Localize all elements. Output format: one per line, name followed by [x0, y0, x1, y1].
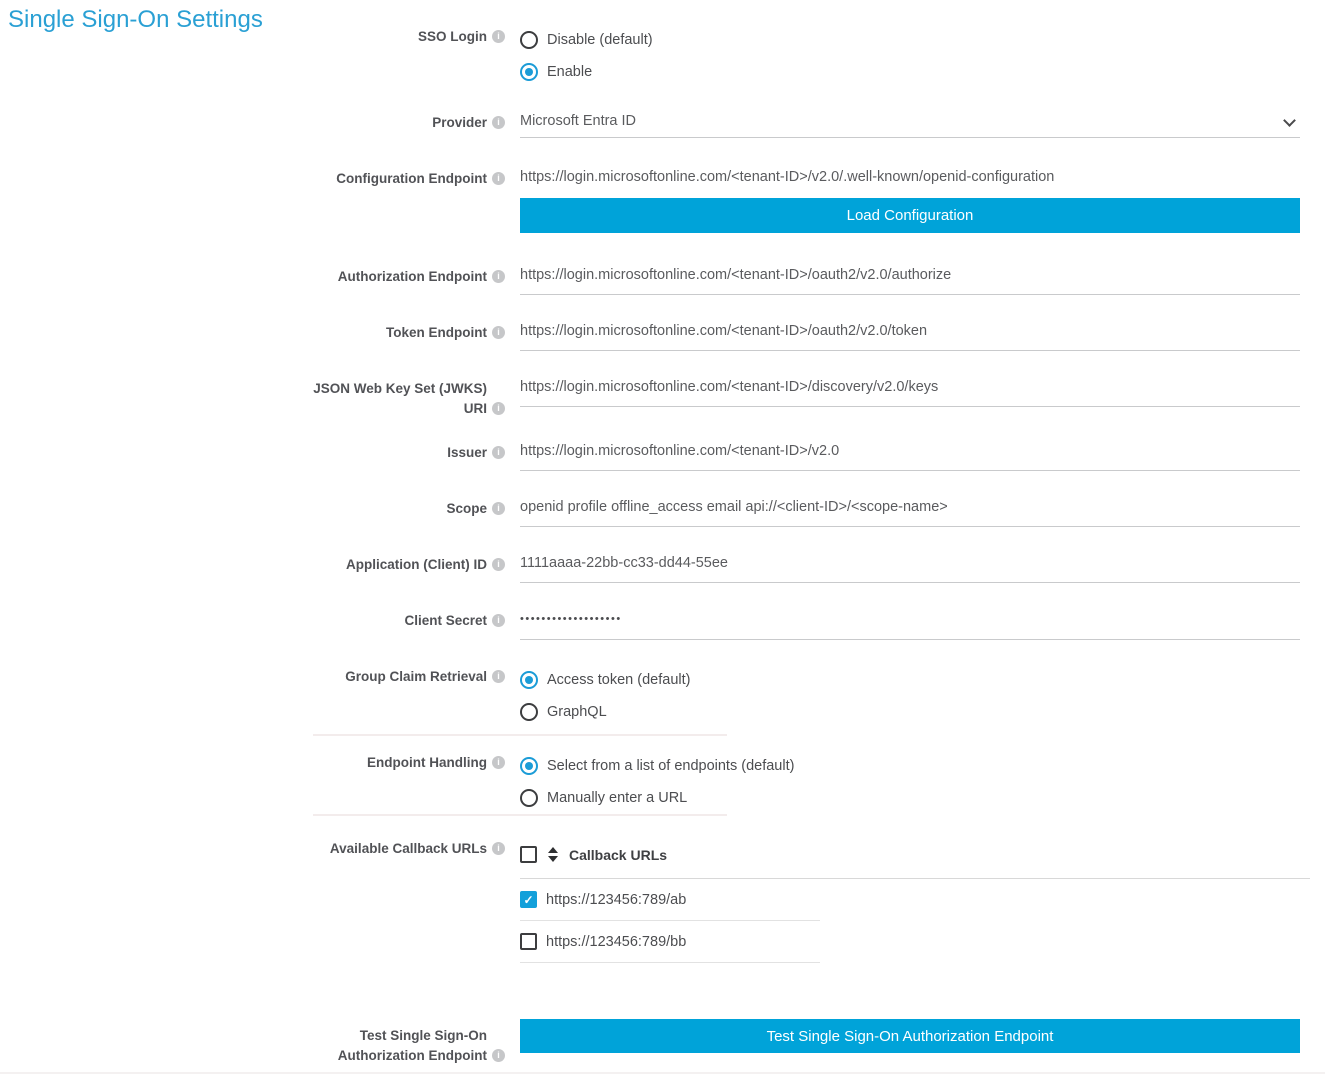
- issuer-control: [520, 440, 1300, 471]
- page-title: Single Sign-On Settings: [8, 6, 263, 33]
- sort-down-arrow: [548, 856, 558, 862]
- scope-control: [520, 496, 1300, 527]
- application-client-id-label: Application (Client) ID i: [0, 555, 505, 575]
- sso-login-radio-group: [520, 24, 1300, 88]
- configuration-endpoint-control: [520, 166, 1300, 233]
- info-icon[interactable]: i: [492, 756, 505, 769]
- load-configuration-button[interactable]: Load Configuration: [520, 198, 1300, 233]
- info-icon[interactable]: i: [492, 502, 505, 515]
- group-claim-retrieval-label: Group Claim Retrieval i: [0, 667, 505, 687]
- sso-login-label: SSO Login i: [0, 27, 505, 47]
- radio-icon-selected[interactable]: [520, 671, 538, 689]
- token-endpoint-input[interactable]: https://login.microsoftonline.com/<tenant-ID>/oauth2/v2.0/token: [520, 320, 1300, 351]
- radio-option-select-from-list[interactable]: Select from a list of endpoints (default): [520, 750, 1300, 782]
- test-sso-label: Test Single Sign-On Authorization Endpoint i: [0, 1026, 505, 1066]
- sort-up-arrow: [548, 847, 558, 853]
- select-all-checkbox[interactable]: [520, 846, 537, 863]
- endpoint-handling-radio-group: [520, 750, 1300, 814]
- token-endpoint-control: [520, 320, 1300, 351]
- row-checkbox[interactable]: [520, 933, 537, 950]
- info-icon[interactable]: i: [492, 558, 505, 571]
- info-icon[interactable]: i: [492, 614, 505, 627]
- callback-urls-column-header[interactable]: Callback URLs: [569, 846, 668, 863]
- group-claim-retrieval-radio-group: [520, 664, 1300, 728]
- table-row[interactable]: [520, 921, 820, 963]
- field-row-provider: [0, 110, 1325, 138]
- page-bottom-divider: [0, 1072, 1325, 1074]
- info-icon[interactable]: i: [492, 842, 505, 855]
- provider-label: Provider i: [0, 113, 505, 133]
- info-icon[interactable]: i: [492, 270, 505, 283]
- client-secret-control: [520, 608, 1300, 640]
- jwks-uri-control: [520, 376, 1300, 407]
- sort-icon[interactable]: [548, 847, 558, 862]
- issuer-input[interactable]: https://login.microsoftonline.com/<tenant-ID>/v2.0: [520, 440, 1300, 471]
- info-icon[interactable]: i: [492, 326, 505, 339]
- callback-urls-table: [520, 836, 1300, 963]
- radio-option-manual-url[interactable]: Manually enter a URL: [520, 782, 1300, 814]
- info-icon[interactable]: i: [492, 172, 505, 185]
- jwks-uri-label: JSON Web Key Set (JWKS) URI i: [0, 379, 505, 419]
- radio-icon-selected[interactable]: [520, 63, 538, 81]
- scope-label: Scope i: [0, 499, 505, 519]
- radio-option-disable[interactable]: Disable (default): [520, 24, 1300, 56]
- info-icon[interactable]: i: [492, 446, 505, 459]
- jwks-uri-input[interactable]: https://login.microsoftonline.com/<tenant-ID>/discovery/v2.0/keys: [520, 376, 1300, 407]
- client-secret-input[interactable]: •••••••••••••••••••: [520, 608, 1300, 640]
- scope-input[interactable]: openid profile offline_access email api://<client-ID>/<scope-name>: [520, 496, 1300, 527]
- radio-option-enable[interactable]: Enable: [520, 56, 1300, 88]
- configuration-endpoint-input[interactable]: https://login.microsoftonline.com/<tenant-ID>/v2.0/.well-known/openid-configuration: [520, 169, 1055, 185]
- configuration-endpoint-label: Configuration Endpoint i: [0, 169, 505, 189]
- endpoint-handling-label: Endpoint Handling i: [0, 753, 505, 773]
- authorization-endpoint-input[interactable]: https://login.microsoftonline.com/<tenant-ID>/oauth2/v2.0/authorize: [520, 264, 1300, 295]
- radio-option-access-token[interactable]: Access token (default): [520, 664, 1300, 696]
- info-icon[interactable]: i: [492, 30, 505, 43]
- issuer-label: Issuer i: [0, 443, 505, 463]
- test-sso-authorization-endpoint-button[interactable]: Test Single Sign-On Authorization Endpoint: [520, 1019, 1300, 1053]
- info-icon[interactable]: i: [492, 1049, 505, 1062]
- authorization-endpoint-label: Authorization Endpoint i: [0, 267, 505, 287]
- client-secret-label: Client Secret i: [0, 611, 505, 631]
- provider-select[interactable]: Microsoft Entra ID: [520, 110, 1300, 138]
- radio-icon[interactable]: [520, 703, 538, 721]
- radio-icon[interactable]: [520, 31, 538, 49]
- table-row[interactable]: [520, 879, 820, 921]
- info-icon[interactable]: i: [492, 402, 505, 415]
- application-client-id-input[interactable]: 1111aaaa-22bb-cc33-dd44-55ee: [520, 552, 1300, 583]
- section-divider: [313, 814, 727, 816]
- application-client-id-control: [520, 552, 1300, 583]
- available-callback-urls-label: Available Callback URLs i: [0, 839, 505, 859]
- radio-icon[interactable]: [520, 789, 538, 807]
- radio-icon-selected[interactable]: [520, 757, 538, 775]
- radio-option-graphql[interactable]: GraphQL: [520, 696, 1300, 728]
- callback-url: https://123456:789/bb: [546, 933, 687, 950]
- row-checkbox-checked[interactable]: [520, 891, 537, 908]
- callback-url: https://123456:789/ab: [546, 891, 687, 908]
- info-icon[interactable]: i: [492, 670, 505, 683]
- section-divider: [313, 734, 727, 736]
- authorization-endpoint-control: [520, 264, 1300, 295]
- token-endpoint-label: Token Endpoint i: [0, 323, 505, 343]
- callback-urls-table-header: [520, 846, 1310, 879]
- info-icon[interactable]: i: [492, 116, 505, 129]
